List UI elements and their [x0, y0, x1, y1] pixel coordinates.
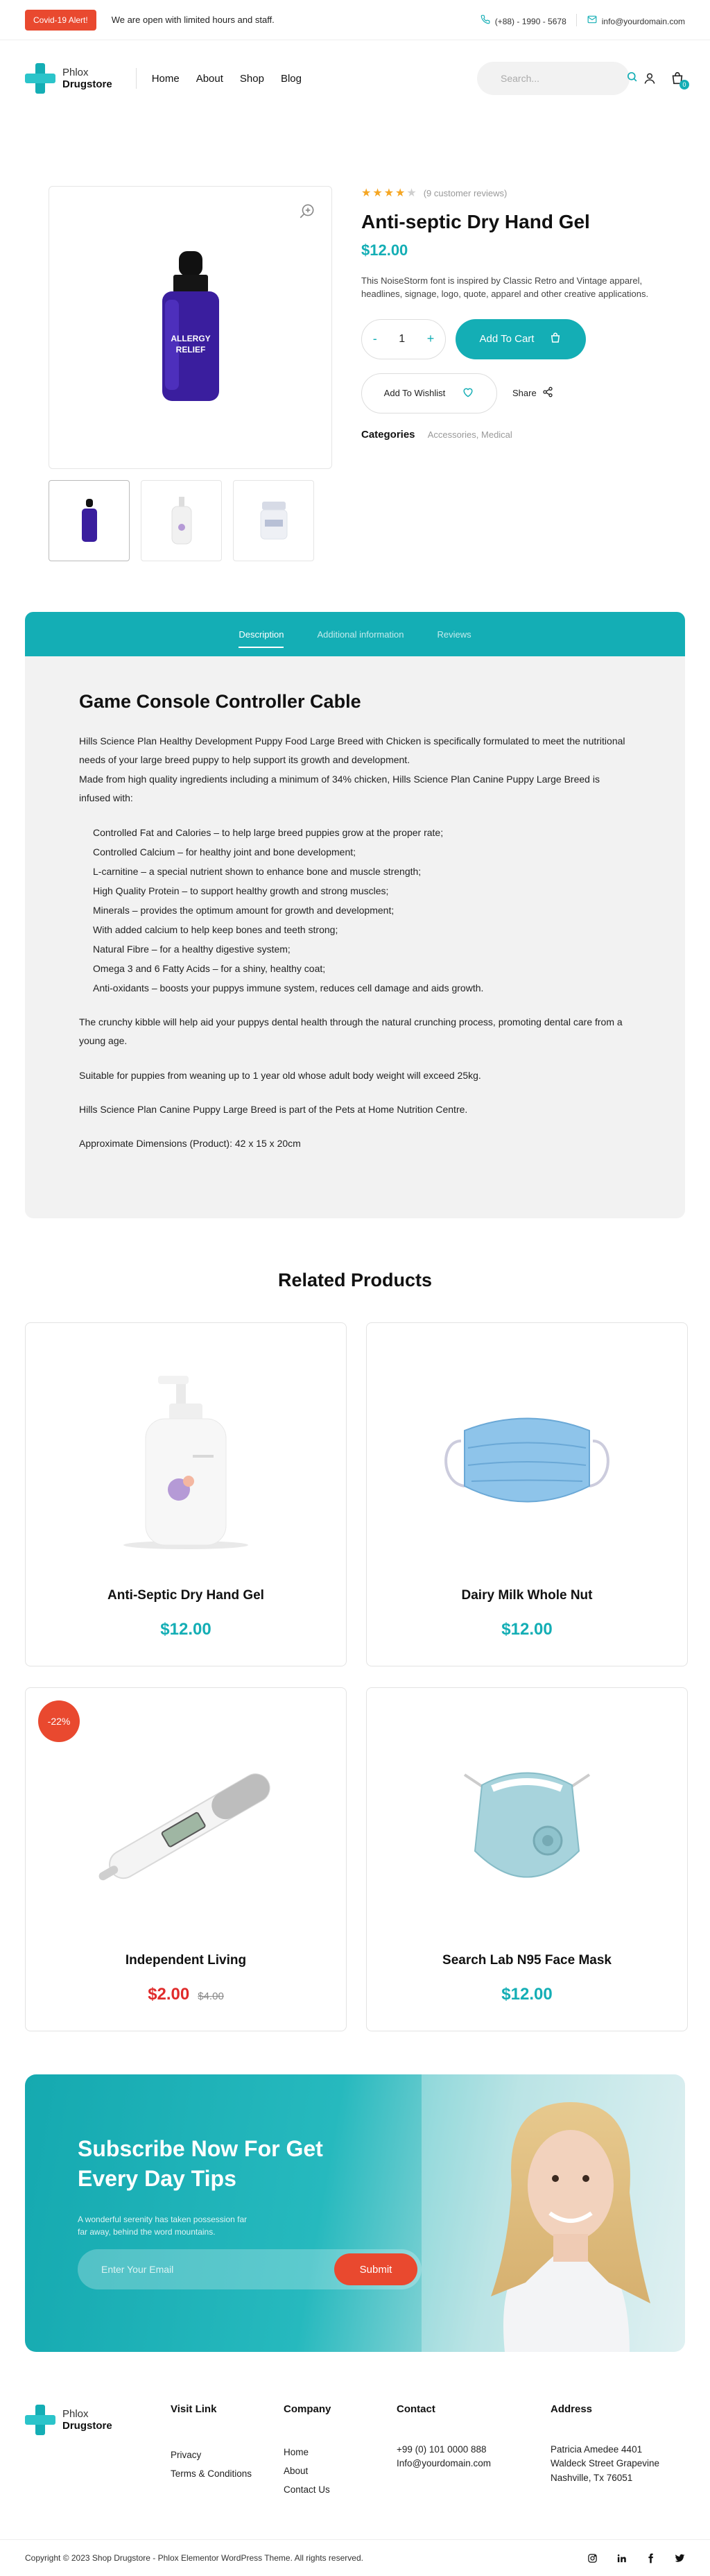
- product-title: Anti-septic Dry Hand Gel: [361, 211, 590, 232]
- bag-icon: [549, 332, 562, 347]
- add-to-wishlist-button[interactable]: [361, 373, 497, 413]
- subscribe-text: A wonderful serenity has taken possession far far away, behind the word mountains.: [78, 2215, 248, 2237]
- description-paragraph: Suitable for puppies from weaning up to 1 year old whose adult body weight will exceed 25kg.: [79, 1069, 481, 1081]
- list-item: Controlled Calcium – for healthy joint and bone development;: [93, 846, 356, 858]
- description-paragraph: The crunchy kibble will help aid your puppys dental health through the natural crunching process, promoting dental care from a young age.: [79, 1016, 623, 1047]
- submit-button[interactable]: Submit: [334, 2253, 417, 2285]
- product-price: $12.00: [501, 1985, 553, 2004]
- product-description: This NoiseStorm font is inspired by Classic Retro and Vintage apparel, headlines, signage, logo, quote, apparel and other creative applications.: [361, 275, 649, 299]
- logo-line1: Phlox: [62, 2407, 89, 2420]
- email-input[interactable]: [101, 2264, 334, 2275]
- svg-text:ALLERGY: ALLERGY: [170, 334, 211, 343]
- product-name[interactable]: Search Lab N95 Face Mask: [442, 1953, 612, 1968]
- share-button[interactable]: [512, 386, 553, 400]
- product-rating: [361, 186, 666, 200]
- copyright-text: Copyright © 2023 Shop Drugstore - Phlox Elementor WordPress Theme. All rights reserved.: [25, 2553, 363, 2563]
- footer-link-about[interactable]: About: [284, 2466, 309, 2476]
- ingredients-list: [79, 823, 631, 998]
- heart-icon: [462, 386, 474, 400]
- cross-logo-icon: [25, 2405, 55, 2435]
- product-image: [367, 1365, 687, 1559]
- product-price: [26, 1985, 346, 2004]
- site-header: [0, 40, 710, 117]
- product-card[interactable]: [25, 1322, 347, 1666]
- star-empty-icon: ★: [406, 187, 417, 199]
- top-bar: [0, 0, 710, 40]
- social-links: [587, 2552, 685, 2564]
- share-icon: [542, 386, 553, 400]
- description-paragraph: Hills Science Plan Canine Puppy Large Breed is part of the Pets at Home Nutrition Centre.: [79, 1104, 468, 1116]
- subscribe-form: [78, 2249, 422, 2289]
- logo-line2: Drugstore: [62, 2420, 112, 2432]
- logo-line2: Drugstore: [62, 78, 112, 90]
- footer-heading: Company: [284, 2403, 331, 2415]
- phone-icon: [480, 14, 491, 25]
- twitter-icon[interactable]: [674, 2552, 685, 2564]
- reviews-link[interactable]: (9 customer reviews): [423, 187, 508, 198]
- address-line: Nashville, Tx 76051: [551, 2472, 633, 2483]
- intro-line: Made from high quality ingredients including a minimum of 34% chicken, Hills Science Plan Canine Puppy Large Breed is infused with:: [79, 773, 600, 803]
- footer-email[interactable]: Info@yourdomain.com: [397, 2458, 492, 2469]
- list-item: Omega 3 and 6 Fatty Acids – for a shiny, healthy coat;: [93, 963, 326, 975]
- product-price: $12.00: [501, 1620, 553, 1639]
- cart-count-badge: 0: [679, 80, 689, 89]
- footer-heading: Address: [551, 2403, 593, 2415]
- tab-description-content: [25, 656, 685, 1188]
- smiling-woman-image: [422, 2074, 685, 2352]
- instagram-icon[interactable]: [587, 2552, 598, 2564]
- plus-button[interactable]: +: [426, 332, 435, 346]
- intro-line: Hills Science Plan Healthy Development Puppy Food Large Breed with Chicken is specifically formulated to meet the nutritional: [79, 735, 625, 747]
- product-section: [0, 186, 710, 561]
- address-line: Patricia Amedee 4401: [551, 2444, 643, 2455]
- related-products-title: Related Products: [277, 1270, 433, 1290]
- categories-label: Categories: [361, 428, 415, 441]
- nav-blog[interactable]: Blog: [280, 72, 302, 85]
- thumbnail-serum[interactable]: [49, 480, 130, 561]
- discount-badge: -22%: [38, 1700, 80, 1742]
- product-image: [367, 1730, 687, 1924]
- list-item: Anti-oxidants – boosts your puppys immune system, reduces cell damage and aids growth.: [93, 982, 484, 994]
- description-paragraph: Approximate Dimensions (Product): 42 x 15 x 20cm: [79, 1138, 301, 1150]
- subscribe-banner: [25, 2074, 685, 2352]
- product-price: $12.00: [361, 241, 408, 259]
- share-label: Share: [512, 388, 537, 399]
- search-box: [477, 62, 630, 95]
- footer-link-terms[interactable]: Terms & Conditions: [171, 2468, 252, 2479]
- tab-reviews[interactable]: Reviews: [437, 629, 471, 640]
- product-card[interactable]: [366, 1687, 688, 2031]
- wishlist-label: Add To Wishlist: [383, 388, 446, 399]
- intro-line: needs of your large breed puppy to help support its growth and development.: [79, 754, 410, 766]
- topbar-contact: [480, 14, 685, 26]
- product-gallery: [49, 186, 332, 561]
- list-item: With added calcium to help keep bones and teeth strong;: [93, 924, 338, 936]
- footer-visit-column: [171, 2403, 252, 2483]
- cross-logo-icon: [25, 63, 55, 94]
- star-icon: ★: [372, 187, 383, 199]
- subscribe-title: Subscribe Now For Get Every Day Tips: [78, 2136, 323, 2192]
- add-to-cart-label: Add To Cart: [479, 333, 535, 346]
- list-item: Minerals – provides the optimum amount for growth and development;: [93, 905, 395, 916]
- product-price: $12.00: [160, 1620, 211, 1639]
- svg-text:RELIEF: RELIEF: [175, 345, 205, 355]
- footer-company-column: [284, 2403, 331, 2499]
- product-card[interactable]: [25, 1687, 347, 2031]
- old-price: $4.00: [198, 1990, 224, 2002]
- product-tabs: [25, 612, 685, 1218]
- thumbnail-jar[interactable]: [233, 480, 314, 561]
- nav-shop[interactable]: Shop: [239, 72, 264, 85]
- nav-home[interactable]: Home: [151, 72, 180, 85]
- product-info: [361, 186, 666, 561]
- list-item: Controlled Fat and Calories – to help large breed puppies grow at the proper rate;: [93, 827, 444, 839]
- footer-bottom-bar: [0, 2539, 710, 2576]
- add-to-cart-button[interactable]: [456, 319, 586, 359]
- open-hours-notice: We are open with limited hours and staff.: [111, 15, 275, 25]
- sale-price: $2.00: [148, 1985, 190, 2004]
- serum-bottle-image: [153, 251, 229, 404]
- user-icon[interactable]: [642, 71, 657, 86]
- list-item: High Quality Protein – to support healthy growth and strong muscles;: [93, 885, 389, 897]
- product-card[interactable]: [366, 1322, 688, 1666]
- star-icon: ★: [361, 187, 372, 199]
- search-icon[interactable]: [626, 71, 638, 86]
- footer-heading: Contact: [397, 2403, 435, 2415]
- facebook-icon[interactable]: [645, 2552, 656, 2564]
- address-line: Waldeck Street Grapevine: [551, 2458, 660, 2469]
- star-icon: ★: [383, 187, 395, 199]
- list-item: L-carnitine – a special nutrient shown to enhance bone and muscle strength;: [93, 866, 422, 878]
- list-item: Natural Fibre – for a healthy digestive system;: [93, 944, 291, 955]
- covid-alert-badge[interactable]: Covid-19 Alert!: [25, 10, 96, 31]
- minus-button[interactable]: -: [372, 332, 377, 346]
- cart-icon[interactable]: [670, 71, 685, 86]
- divider: [136, 68, 137, 89]
- thumbnail-strip: [49, 480, 332, 561]
- quantity-value[interactable]: 1: [399, 332, 406, 345]
- topbar-phone[interactable]: [480, 14, 566, 26]
- logo-line1: Phlox: [62, 66, 89, 78]
- search-input[interactable]: [501, 73, 626, 84]
- footer-link-home[interactable]: Home: [284, 2447, 309, 2457]
- description-intro: [79, 732, 631, 808]
- product-image: [26, 1730, 346, 1924]
- linkedin-icon[interactable]: [616, 2552, 627, 2564]
- footer-phone[interactable]: +99 (0) 101 0000 888: [397, 2444, 487, 2455]
- product-categories: [361, 429, 666, 441]
- tab-additional-information[interactable]: Additional information: [317, 629, 404, 640]
- product-image: [26, 1365, 346, 1559]
- topbar-email[interactable]: [587, 14, 685, 26]
- main-nav: [152, 73, 302, 85]
- tabs-bar: [25, 612, 685, 656]
- footer-contact-column: [397, 2403, 491, 2471]
- quantity-stepper: [361, 319, 446, 359]
- phone-text: (+88) - 1990 - 5678: [494, 16, 566, 26]
- footer-address-column: [551, 2403, 659, 2485]
- nav-about[interactable]: About: [196, 72, 223, 85]
- zoom-icon[interactable]: [298, 202, 316, 220]
- thumbnail-pump-bottle[interactable]: [141, 480, 222, 561]
- categories-links[interactable]: Accessories, Medical: [427, 429, 512, 440]
- description-title: Game Console Controller Cable: [79, 691, 361, 712]
- product-main-image[interactable]: [49, 186, 332, 469]
- product-name[interactable]: Independent Living: [125, 1953, 247, 1968]
- product-name[interactable]: Anti-Septic Dry Hand Gel: [107, 1588, 264, 1603]
- footer-heading: Visit Link: [171, 2403, 217, 2415]
- email-text: info@yourdomain.com: [601, 16, 685, 26]
- tab-description[interactable]: Description: [222, 612, 300, 656]
- star-icon: ★: [395, 187, 406, 199]
- mail-icon: [587, 14, 598, 25]
- footer-logo[interactable]: [25, 2405, 112, 2435]
- footer-link-privacy[interactable]: Privacy: [171, 2450, 202, 2460]
- product-name[interactable]: Dairy Milk Whole Nut: [461, 1588, 593, 1603]
- footer-link-contact[interactable]: Contact Us: [284, 2484, 330, 2495]
- divider: [576, 14, 577, 26]
- site-logo[interactable]: [25, 63, 112, 94]
